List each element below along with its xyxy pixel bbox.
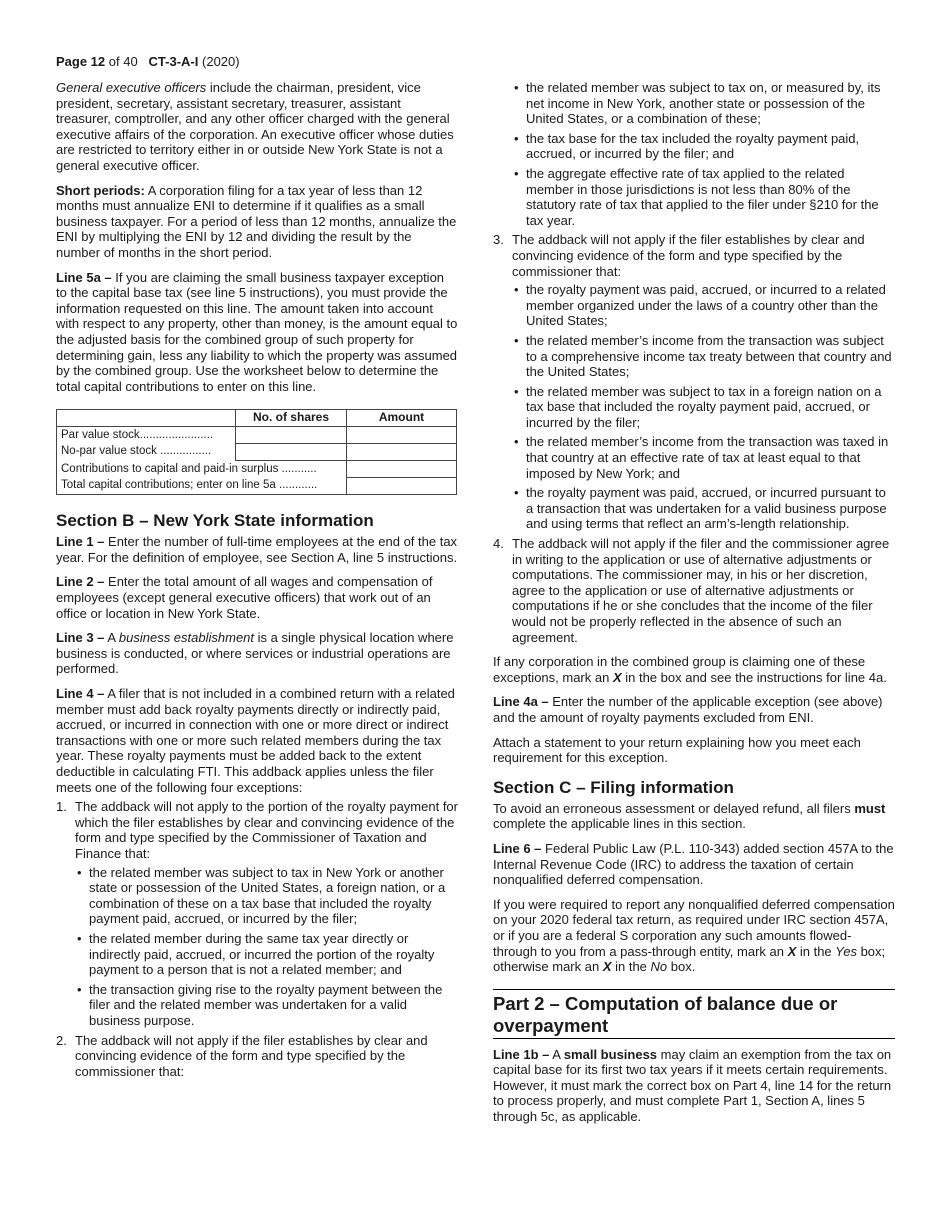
- paragraph-text: in the: [611, 959, 651, 975]
- emphasis-small-business: small business: [563, 1046, 658, 1062]
- list-item: • the royalty payment was paid, accrued, or incurred pursuant to a transaction that was undertaken for a valid business purpose and using terms that reflect an arm’s-length relationship.: [512, 485, 895, 532]
- form-year: (2020): [202, 54, 240, 69]
- exception-text: The addback will not apply if the filer and the commissioner agree in writing to the application or use of alternative adjustments or computations. The commissioner may, in his or her discretion, agree to the application or use of alternative adjustments or computations if he or she concludes that the income of the filer would not be properly reflected in the absence of such an agreement.: [512, 536, 890, 645]
- paragraph-attach-statement: Attach a statement to your return explaining how you meet each requirement for this exception.: [493, 734, 861, 766]
- paragraph-text: Enter the number of the applicable exception (see above) and the amount of royalty payments excluded from ENI.: [493, 694, 883, 725]
- paragraph-text: in the: [796, 943, 836, 959]
- exception-3: [493, 232, 895, 532]
- paragraph-text: Enter the total amount of all wages and compensation of employees (except general executive officers) that work out of an office or location in New York State.: [56, 574, 433, 621]
- contributions-amount-field[interactable]: [347, 461, 457, 478]
- list-item: • the tax base for the tax included the royalty payment paid, accrued, or incurred by the filer; and: [512, 131, 895, 162]
- paragraph-text: include the chairman, president, vice president, secretary, assistant secretary, treasurer, assistant treasurer, comptroller, and any other officer charged with the general executive affairs of the corporation. An executive officer whose duties are restricted to territory either in or outside New York State is not a general executive officer.: [56, 80, 454, 173]
- paragraph-text: complete the applicable lines in this section.: [493, 816, 746, 832]
- right-column: [493, 80, 895, 1134]
- term-general-executive-officers: General executive officers: [56, 80, 207, 95]
- exceptions-list-continued: [493, 80, 895, 645]
- paragraph-line-4: [56, 686, 458, 795]
- form-number: CT-3-A-I: [148, 54, 199, 69]
- paragraph-general-executive-officers: [56, 80, 458, 174]
- list-item: • the royalty payment was paid, accrued, or incurred to a related member organized under the laws of a country other than the United States;: [512, 282, 895, 329]
- row-par-value-stock: Par value stock.......................: [57, 427, 236, 444]
- list-item: • the related member was subject to tax on, or measured by, its net income in New York, another state or possession of the United States, or a combination of these;: [512, 80, 895, 127]
- exception-number: 1.: [56, 799, 67, 815]
- lead-short-periods: Short periods:: [56, 182, 145, 198]
- paragraph-457a: [493, 897, 895, 975]
- paragraph-line-5a: [56, 270, 458, 395]
- exception-4: [493, 536, 895, 645]
- list-item: • the related member during the same tax year directly or indirectly paid, accrued, or incurred the portion of the royalty payment to a person that is not a related member; and: [75, 931, 458, 978]
- paragraph-text: If you were required to report any nonqualified deferred compensation on your 2020 federal tax return, as required under IRC section 457A, or if you are a federal S corporation any such amounts flowed-through to you from a pass-through entity, mark an: [493, 896, 895, 959]
- lead-line-1b: Line 1b –: [493, 1046, 550, 1062]
- list-item: • the related member was subject to tax in New York or another state or possession of the United States, a foreign nation, or a combination of these on a tax base that included the royalty payment paid, accrued, or incurred by the filer;: [75, 865, 458, 927]
- paragraph-line-3: [56, 630, 458, 677]
- par-value-shares-field[interactable]: [236, 427, 347, 444]
- list-item: • the related member was subject to tax in a foreign nation on a tax base that included the royalty payment paid, accrued, or incurred by the filer;: [512, 384, 895, 431]
- list-item: • the related member’s income from the transaction was subject to a comprehensive income tax treaty between that country and the United States;: [512, 333, 895, 380]
- exception-number: 3.: [493, 232, 504, 248]
- left-column: [56, 80, 458, 1088]
- lead-line-1: Line 1 –: [56, 534, 105, 550]
- exception-2: [56, 1033, 458, 1080]
- term-business-establishment: business establishment: [118, 630, 255, 646]
- paragraph-short-periods: [56, 183, 458, 261]
- paragraph-text: in the box and see the instructions for line 4a.: [621, 669, 887, 685]
- paragraph-text: Enter the number of full-time employees at the end of the tax year. For the definition of employee, see Section A, line 5 instructions.: [56, 534, 458, 565]
- exception-1-bullets: [75, 865, 458, 1029]
- paragraph-line-6: [493, 841, 895, 888]
- row-contributions-to-capital: Contributions to capital and paid-in surplus ...........: [57, 461, 347, 478]
- capital-contributions-worksheet: [56, 409, 457, 495]
- col-amount: Amount: [347, 410, 457, 427]
- paragraph-text: If you are claiming the small business taxpayer exception to the capital base tax (see line 5 instructions), you must provide the information requested on this line. The amount taken into account with respect to any property, other than money, is the amount equal to the adjusted basis for the combined group of such property for determining gain, less any liability to which the property was assumed by the combined group. Use the worksheet below to determine the total capital contributions to enter on this line.: [56, 269, 458, 394]
- exception-2-bullets: [512, 80, 895, 228]
- paragraph-text: A: [104, 630, 119, 646]
- paragraph-text: A corporation filing for a tax year of less than 12 months must annualize ENI to determine if it qualifies as a small business taxpayer. For a period of less than 12 months, annualize the ENI by multiplying the ENI by 12 and dividing the result by the number of months in the short period.: [56, 182, 457, 260]
- page-header: [56, 54, 240, 70]
- col-no-of-shares: No. of shares: [236, 410, 347, 427]
- exception-text: The addback will not apply if the filer establishes by clear and convincing evidence of the form and type specified by the commissioner that:: [512, 232, 865, 279]
- exception-text: The addback will not apply if the filer establishes by clear and convincing evidence of the form and type specified by the commissioner that:: [75, 1032, 428, 1079]
- lead-line-4a: Line 4a –: [493, 694, 549, 710]
- exception-number: 4.: [493, 536, 504, 552]
- section-b-heading: Section B – New York State information: [56, 511, 374, 531]
- term-yes: Yes: [835, 943, 857, 959]
- mark-x: X: [787, 943, 797, 959]
- page-label: Page 12: [56, 54, 106, 69]
- paragraph-text: is a single physical location where business is conducted, or where services or industrial operations are performed.: [56, 630, 454, 677]
- exception-text: The addback will not apply to the portion of the royalty payment for which the filer establishes by clear and convincing evidence of the form and type specified by the Commissioner of Taxation and Finance that:: [75, 799, 458, 861]
- list-item: • the aggregate effective rate of tax applied to the related member in those jurisdictions is not less than 80% of the statutory rate of tax that applied to the filer under §210 for the tax year.: [512, 166, 895, 228]
- paragraph-line-1: [56, 534, 458, 565]
- exception-3-bullets: [512, 282, 895, 532]
- total-contributions-amount-field[interactable]: [347, 478, 457, 495]
- worksheet-corner: [57, 410, 236, 427]
- lead-line-5a: Line 5a –: [56, 269, 112, 285]
- term-no: No: [650, 959, 668, 975]
- part-2-heading: Part 2 – Computation of balance due or overpayment: [493, 989, 895, 1039]
- paragraph-text: Federal Public Law (P.L. 110-343) added section 457A to the Internal Revenue Code (IRC) to address the taxation of certain nonqualified deferred compensation.: [493, 840, 894, 888]
- no-par-value-amount-field[interactable]: [347, 444, 457, 461]
- paragraph-text: box; otherwise mark an: [493, 943, 886, 975]
- paragraph-text: If any corporation in the combined group is claiming one of these exceptions, mark an: [493, 654, 866, 685]
- paragraph-text: To avoid an erroneous assessment or delayed refund, all filers: [493, 800, 855, 816]
- lead-line-4: Line 4 –: [56, 686, 105, 702]
- paragraph-text: A: [549, 1046, 564, 1062]
- exception-number: 2.: [56, 1032, 67, 1048]
- exception-1: [56, 799, 458, 1028]
- lead-line-2: Line 2 –: [56, 574, 105, 590]
- paragraph-line-2: [56, 574, 458, 621]
- mark-x: X: [602, 959, 612, 975]
- paragraph-text: A filer that is not included in a combined return with a related member must add back royalty payments directly or indirectly paid, accrued, or incurred in connection with one or more direct or indirect transactions with one or more such related members during the tax year. These royalty payments must be added back to the extent deductible in calculating FTI. This addback applies unless the filer meets one of the following four exceptions:: [56, 686, 455, 795]
- row-total-capital-contributions: Total capital contributions; enter on line 5a ............: [57, 478, 347, 495]
- paragraph-text: box.: [667, 959, 696, 975]
- mark-x: X: [612, 669, 622, 685]
- exception-2-continued: [493, 80, 895, 228]
- paragraph-line-4a: [493, 694, 895, 725]
- section-c-heading: Section C – Filing information: [493, 777, 734, 797]
- page-of: of 40: [108, 54, 138, 69]
- lead-line-3: Line 3 –: [56, 630, 105, 646]
- list-item: • the transaction giving rise to the royalty payment between the filer and the related member was undertaken for a valid business purpose.: [75, 982, 458, 1029]
- lead-line-6: Line 6 –: [493, 840, 542, 856]
- paragraph-line-1b: [493, 1047, 895, 1125]
- row-no-par-value-stock: No-par value stock ................: [57, 444, 236, 461]
- par-value-amount-field[interactable]: [347, 427, 457, 444]
- emphasis-must: must: [854, 800, 886, 816]
- paragraph-exception-claim: [493, 654, 895, 685]
- exceptions-list: [56, 799, 458, 1079]
- list-item: • the related member’s income from the transaction was taxed in that country at an effective rate of tax at least equal to that imposed by New York; and: [512, 434, 895, 481]
- paragraph-filing-info: [493, 801, 895, 832]
- no-par-value-shares-field[interactable]: [236, 444, 347, 461]
- paragraph-text: may claim an exemption from the tax on capital base for its first two tax years if it meets certain requirements. However, it must mark the correct box on Part 4, line 14 for the return to process properly, and must complete Part 1, Section A, lines 5 through 5c, as applicable.: [493, 1046, 892, 1125]
